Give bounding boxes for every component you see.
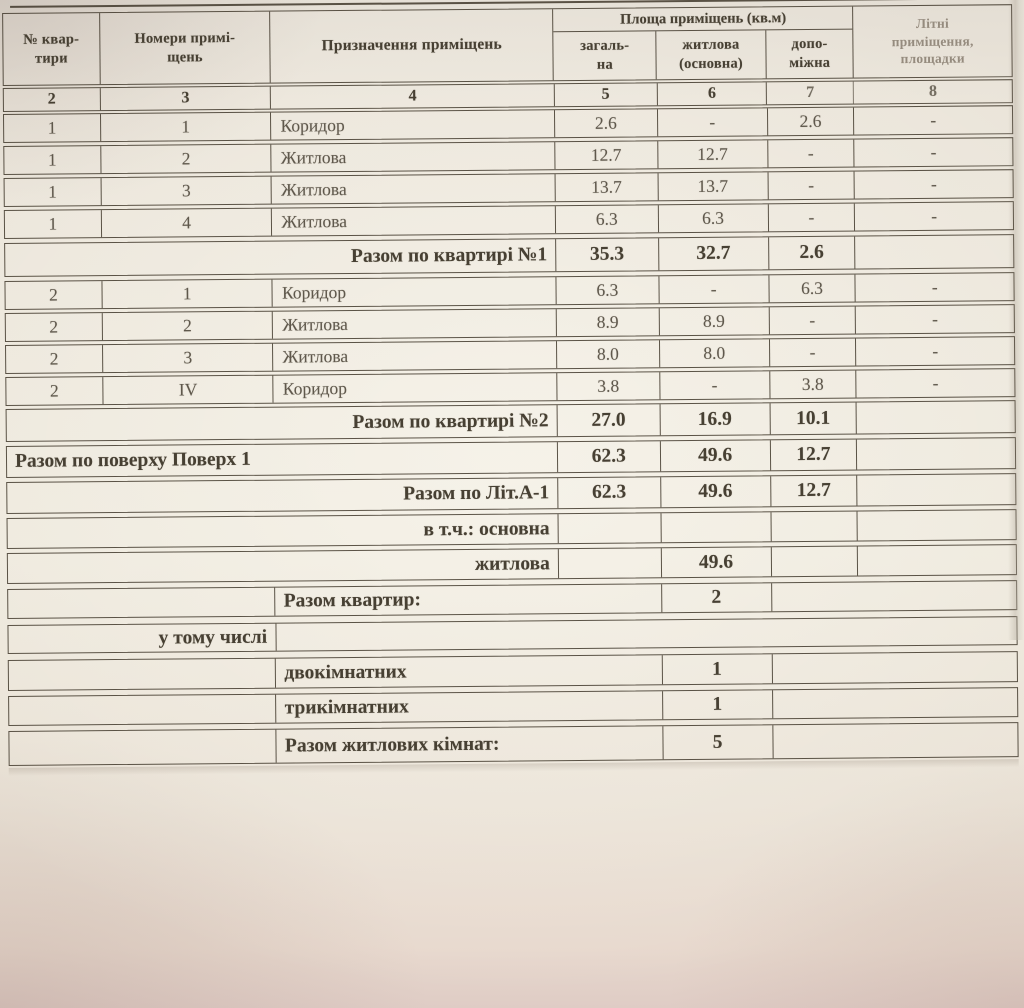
table-row xyxy=(4,201,1014,239)
cell-empty xyxy=(9,659,277,690)
cell-apartment-no: 2 xyxy=(6,345,103,373)
cell-summer-areas: - xyxy=(930,141,937,162)
cell-apartment-no: 1 xyxy=(5,210,102,238)
cell-area-total: 8.9 xyxy=(557,308,660,336)
summary-row xyxy=(7,544,1017,584)
cell-area-aux: 2.6 xyxy=(767,108,854,136)
cell-purpose: Житлова xyxy=(272,174,556,203)
cell-purpose: Житлова xyxy=(273,341,557,370)
table-row xyxy=(4,169,1014,207)
cell-room-no: 2 xyxy=(103,312,274,340)
cell-area-aux: - xyxy=(769,307,856,335)
cell-summer-areas: - xyxy=(930,173,937,194)
cell-area-total: 8.0 xyxy=(557,340,660,368)
cell-area-aux: 6.3 xyxy=(769,275,856,303)
cell-area-total: 62.3 xyxy=(558,477,661,508)
header-area-aux: допо- міжна xyxy=(789,35,831,72)
cell-summer-areas: - xyxy=(931,308,938,329)
table-row xyxy=(5,336,1015,374)
header-summer-areas: Літні приміщення, площадки xyxy=(891,15,974,67)
header-purpose: Призначення приміщень xyxy=(270,9,554,82)
summary-row xyxy=(7,509,1017,549)
tally-value: 1 xyxy=(662,654,772,684)
cell-summer-areas: - xyxy=(932,372,939,393)
cell-apartment-no: 2 xyxy=(6,377,103,405)
cell-empty xyxy=(773,723,1018,758)
column-number: 6 xyxy=(657,82,767,105)
cell-room-no: 2 xyxy=(101,145,272,173)
cell-area-aux: - xyxy=(769,339,856,367)
cell-area-living: 49.6 xyxy=(662,547,772,577)
cell-area-aux: 3.8 xyxy=(770,371,857,399)
cell-apartment-no: 1 xyxy=(4,114,101,142)
subheading-label: у тому числі xyxy=(8,624,276,653)
cell-area-aux: - xyxy=(768,204,855,232)
tally-label: двокімнатних xyxy=(276,655,662,687)
cell-summer-areas xyxy=(858,474,1016,505)
tally-value: 1 xyxy=(663,690,773,719)
cell-room-no: 1 xyxy=(102,280,273,308)
cell-room-no: 4 xyxy=(102,209,273,237)
cell-summer-areas xyxy=(855,235,1013,268)
summary-label: Разом по квартирі №2 xyxy=(7,405,558,441)
cell-room-no: 3 xyxy=(103,344,274,372)
summary-label: Разом по поверху Поверх 1 xyxy=(7,442,558,477)
cell-apartment-no: 2 xyxy=(6,313,103,341)
summary-label: в т.ч.: основна xyxy=(8,514,559,548)
cell-area-total xyxy=(558,513,661,543)
header-area-group xyxy=(554,7,855,81)
header-area-living: житлова (основна) xyxy=(656,30,766,79)
table-row xyxy=(3,105,1013,143)
summary-label: житлова xyxy=(8,549,559,583)
cell-room-no: IV xyxy=(103,376,274,404)
summary-row xyxy=(4,234,1014,277)
column-number: 5 xyxy=(555,83,658,106)
cell-summer-areas: - xyxy=(931,205,938,226)
tally-label: Разом житлових кімнат: xyxy=(277,726,664,762)
cell-area-total: 3.8 xyxy=(557,372,660,400)
cell-area-living: 49.6 xyxy=(661,476,771,507)
cell-area-living: - xyxy=(658,108,768,136)
tally-value: 2 xyxy=(662,583,772,612)
table-row xyxy=(3,137,1013,175)
column-number: 7 xyxy=(767,82,854,105)
cell-area-aux: 12.7 xyxy=(771,476,858,507)
cell-area-living: 8.9 xyxy=(659,307,769,335)
area-explication-table xyxy=(2,0,1019,790)
summary-row xyxy=(6,400,1016,442)
cell-area-total xyxy=(559,548,662,578)
tally-row xyxy=(8,722,1018,766)
cell-area-aux: 12.7 xyxy=(770,440,857,471)
cell-area-living: 32.7 xyxy=(659,237,769,270)
summary-label: Разом по квартирі №1 xyxy=(5,239,556,276)
cell-summer-areas: - xyxy=(931,276,938,297)
cell-area-living: 16.9 xyxy=(660,403,770,435)
cell-summer-areas xyxy=(857,401,1015,433)
table-header-row xyxy=(2,4,1013,86)
column-number: 2 xyxy=(4,88,101,111)
cell-purpose: Житлова xyxy=(273,309,557,338)
cell-area-total: 27.0 xyxy=(557,404,660,436)
header-room-numbers: Номери примі- щень xyxy=(100,12,271,84)
cell-area-living: 8.0 xyxy=(660,339,770,367)
subheading-row xyxy=(7,616,1017,654)
cell-summer-areas xyxy=(857,438,1015,469)
cell-apartment-no: 1 xyxy=(4,146,101,174)
cell-room-no: 1 xyxy=(101,113,272,141)
tally-row xyxy=(7,580,1017,619)
cell-room-no: 3 xyxy=(101,177,272,205)
cell-summer-areas xyxy=(858,545,1016,575)
table-row xyxy=(4,272,1014,310)
cell-area-living: 13.7 xyxy=(658,172,768,200)
cell-purpose: Житлова xyxy=(272,206,556,235)
cell-area-aux: 2.6 xyxy=(769,237,856,270)
cell-apartment-no: 2 xyxy=(5,281,102,309)
cell-area-living: 12.7 xyxy=(658,140,768,168)
cell-purpose: Коридор xyxy=(271,110,555,139)
table-row xyxy=(5,304,1015,342)
cell-area-total: 62.3 xyxy=(558,441,661,472)
cell-empty xyxy=(9,695,277,725)
tally-row xyxy=(8,651,1018,691)
cell-area-living: 6.3 xyxy=(659,204,769,232)
summary-label: Разом по Літ.А-1 xyxy=(7,478,558,513)
column-number: 3 xyxy=(101,87,272,110)
header-area-subcolumns xyxy=(554,30,853,81)
summary-row xyxy=(6,437,1016,478)
tally-row xyxy=(8,687,1018,726)
cell-apartment-no: 1 xyxy=(5,178,102,206)
cell-purpose: Житлова xyxy=(272,142,556,171)
tally-value: 5 xyxy=(663,725,773,759)
column-number: 8 xyxy=(928,82,938,100)
cell-area-aux: - xyxy=(768,140,855,168)
tally-label: трикімнатних xyxy=(277,691,663,722)
cell-area-total: 2.6 xyxy=(555,109,658,137)
cell-area-living: - xyxy=(659,275,769,303)
cell-purpose: Коридор xyxy=(274,373,558,402)
cell-empty xyxy=(773,688,1018,718)
cell-area-total: 13.7 xyxy=(555,173,658,201)
cell-empty xyxy=(276,617,1017,650)
tally-label: Разом квартир: xyxy=(276,584,662,615)
cell-area-living: - xyxy=(660,371,770,399)
column-number: 4 xyxy=(271,84,555,108)
cell-area-aux: - xyxy=(768,172,855,200)
cell-area-total: 6.3 xyxy=(556,205,659,233)
cell-summer-areas: - xyxy=(930,109,937,130)
cell-area-aux: 10.1 xyxy=(770,403,857,435)
cell-area-living xyxy=(661,512,771,542)
cell-summer-areas: - xyxy=(932,340,939,361)
summary-row xyxy=(6,473,1016,514)
cell-purpose: Коридор xyxy=(273,277,557,306)
header-area-group-title: Площа приміщень (кв.м) xyxy=(554,7,853,33)
cell-area-aux xyxy=(771,547,858,577)
cell-summer-areas xyxy=(858,510,1016,540)
header-apartment-no: № квар- тири xyxy=(3,13,100,85)
cell-area-total: 12.7 xyxy=(555,141,658,169)
cell-empty xyxy=(8,588,276,618)
table-row xyxy=(5,368,1015,406)
cell-area-aux xyxy=(771,512,858,542)
cell-empty xyxy=(9,730,277,765)
cell-area-total: 6.3 xyxy=(556,276,659,304)
cell-area-living: 49.6 xyxy=(661,440,771,471)
cell-area-total: 35.3 xyxy=(556,238,659,271)
cell-empty xyxy=(772,652,1017,683)
cell-empty xyxy=(772,581,1017,611)
header-area-total: загаль- на xyxy=(554,31,657,80)
